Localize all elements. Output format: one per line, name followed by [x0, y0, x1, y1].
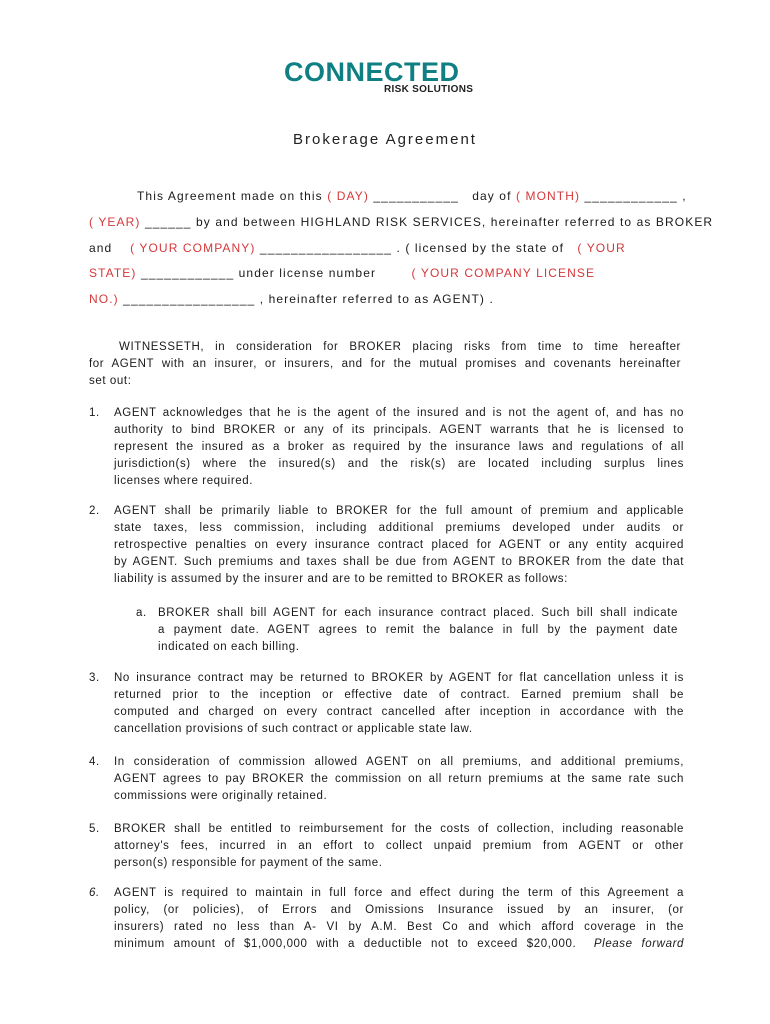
clause-3: 3. No insurance contract may be returned to BROKER by AGENT for flat cancellation unless it is returned prior to the inception or effective date of contract. Earned premium shall be computed and charged on every contract cancelled after inception in accordance with the cancellation provisions of such contract or applicable state law.: [89, 672, 684, 735]
clause-4: 4. In consideration of commission allowed AGENT on all premiums, and additional premiums, AGENT agrees to pay BROKER the commission on all return premiums at the same rate such commissions were originally retained.: [89, 756, 684, 802]
witnesseth-paragraph: WITNESSETH, in consideration for BROKER placing risks from time to time hereafter for AGENT with an insurer, or insurers, and for the mutual promises and covenants hereinafter set out:: [89, 341, 681, 387]
document-title: Brokerage Agreement: [293, 131, 477, 148]
clause-6: 6. AGENT is required to maintain in full force and effect during the term of this Agreement a policy, (or policies), of Errors and Omissions Insurance issued by an insurer, (or insurers) rated no less than A- VI by A.M. Best Co and which afford coverage in the minimum amount of $1,000,000 with a deductible not to exceed $20,000. Please forward: [89, 885, 684, 957]
company-logo: [284, 58, 494, 98]
clause-5: 5. BROKER shall be entitled to reimbursement for the costs of collection, including reasonable attorney's fees, incurred in an effort to collect unpaid premium from AGENT or other person(s) responsible for payment of the same.: [89, 823, 684, 869]
logo-wordmark: CONNECTED: [284, 57, 460, 87]
your-state-placeholder: ( YOUR: [577, 241, 626, 255]
clause-1: 1. AGENT acknowledges that he is the agent of the insured and is not the agent of, and has no authority to bind BROKER or any of its principals. AGENT warrants that he is licensed to represent the insured as a broker as required by the insurance laws and regulations of all jurisdiction(s) where the insured(s) and the risk(s) are located including surplus lines licenses where required.: [89, 407, 684, 487]
day-placeholder: ( DAY): [327, 189, 369, 203]
license-placeholder: ( YOUR COMPANY LICENSE: [411, 266, 596, 280]
year-placeholder: ( YEAR): [89, 215, 141, 229]
logo-subtitle: RISK SOLUTIONS: [384, 84, 474, 95]
clause-6-last-line: minimum amount of $1,000,000 with a deductible not to exceed $20,000. Please forward: [114, 938, 685, 950]
your-company-placeholder: ( YOUR COMPANY): [130, 241, 256, 255]
clause-2a: a. BROKER shall bill AGENT for each insurance contract placed. Such bill shall indicate a payment date. AGENT agrees to remit the balance in full by the payment date indicated on each billing.: [136, 607, 678, 653]
intro-line-1: This Agreement made on this ( DAY) ___________ day of ( MONTH) ____________ ,: [137, 189, 687, 203]
month-placeholder: ( MONTH): [515, 189, 581, 203]
intro-line-5: NO.) _________________ , hereinafter referred to as AGENT) .: [89, 292, 494, 306]
intro-line-4: STATE) ____________ under license number ( YOUR COMPANY LICENSE: [89, 266, 596, 280]
intro-line-3: and ( YOUR COMPANY) _________________ . ( licensed by the state of ( YOUR: [89, 241, 626, 255]
clause-2: 2. AGENT shall be primarily liable to BROKER for the full amount of premium and applicable state taxes, less commission, including additional premiums developed under audits or retrospective penalties on every insurance contract placed for AGENT or any entity acquired by AGENT. Such premiums and taxes shall be due from AGENT to BROKER from the date that liability is assumed by the insurer and are to be remitted to BROKER as follows:: [89, 505, 684, 585]
intro-line-2: ( YEAR) ______ by and between HIGHLAND RISK SERVICES, hereinafter referred to as BROKER: [89, 215, 714, 229]
